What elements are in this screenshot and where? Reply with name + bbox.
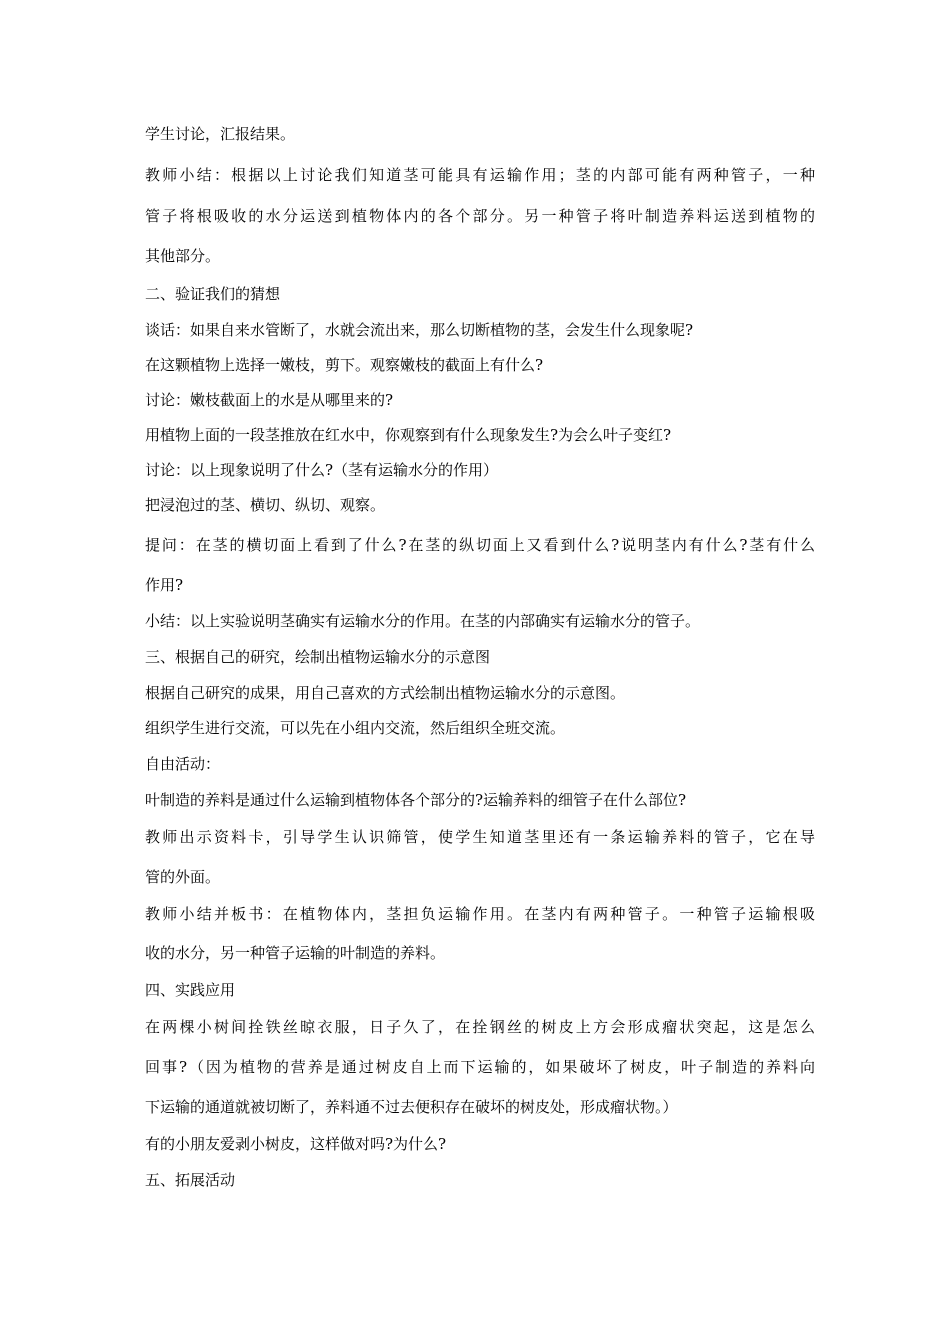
text-line: 下运输的通道就被切断了，养料通不过去便积存在破坏的树皮处，形成瘤状物。） [145,1098,678,1116]
text-line: 讨论：嫩枝截面上的水是从哪里来的? [145,391,394,409]
text-line: 用植物上面的一段茎推放在红水中，你观察到有什么现象发生?为会么叶子变红? [145,426,672,444]
text-line: 根据自己研究的成果，用自己喜欢的方式绘制出植物运输水分的示意图。 [145,684,626,702]
text-line: 教师出示资料卡，引导学生认识筛管，使学生知道茎里还有一条运输养料的管子，它在导 [145,828,815,846]
section-heading: 四、实践应用 [145,981,236,999]
text-line: 提问：在茎的横切面上看到了什么?在茎的纵切面上又看到什么?说明茎内有什么?茎有什么 [145,536,815,554]
section-heading: 三、根据自己的研究，绘制出植物运输水分的示意图 [145,648,491,666]
text-line: 教师小结：根据以上讨论我们知道茎可能具有运输作用；茎的内部可能有两种管子，一种 [145,166,815,184]
text-line: 在两棵小树间拴铁丝晾衣服，日子久了，在拴钢丝的树皮上方会形成瘤状突起，这是怎么 [145,1018,815,1036]
text-line: 收的水分，另一种管子运输的叶制造的养料。 [145,944,446,962]
section-heading: 二、验证我们的猜想 [145,285,281,303]
text-line: 管的外面。 [145,868,221,886]
text-line: 管子将根吸收的水分运送到植物体内的各个部分。另一种管子将叶制造养料运送到植物的 [145,207,815,225]
text-line: 学生讨论，汇报结果。 [145,125,296,143]
text-line: 在这颗植物上选择一嫩枝，剪下。观察嫩枝的截面上有什么? [145,356,544,374]
text-line: 组织学生进行交流，可以先在小组内交流，然后组织全班交流。 [145,719,566,737]
text-line: 把浸泡过的茎、横切、纵切、观察。 [145,496,386,514]
section-heading: 五、拓展活动 [145,1171,236,1189]
text-line: 谈话：如果自来水管断了，水就会流出来，那么切断植物的茎，会发生什么现象呢? [145,321,694,339]
text-line: 回事?（因为植物的营养是通过树皮自上而下运输的，如果破坏了树皮，叶子制造的养料向 [145,1058,815,1076]
text-line: 教师小结并板书：在植物体内，茎担负运输作用。在茎内有两种管子。一种管子运输根吸 [145,905,815,923]
text-line: 作用? [145,576,184,594]
text-line: 有的小朋友爱剥小树皮，这样做对吗?为什么? [145,1135,447,1153]
text-line: 小结：以上实验说明茎确实有运输水分的作用。在茎的内部确实有运输水分的管子。 [145,612,701,630]
text-line: 叶制造的养料是通过什么运输到植物体各个部分的?运输养料的细管子在什么部位? [145,791,687,809]
text-line: 自由活动： [145,755,221,773]
text-line: 讨论：以上现象说明了什么?（茎有运输水分的作用） [145,461,499,479]
text-line: 其他部分。 [145,247,221,265]
